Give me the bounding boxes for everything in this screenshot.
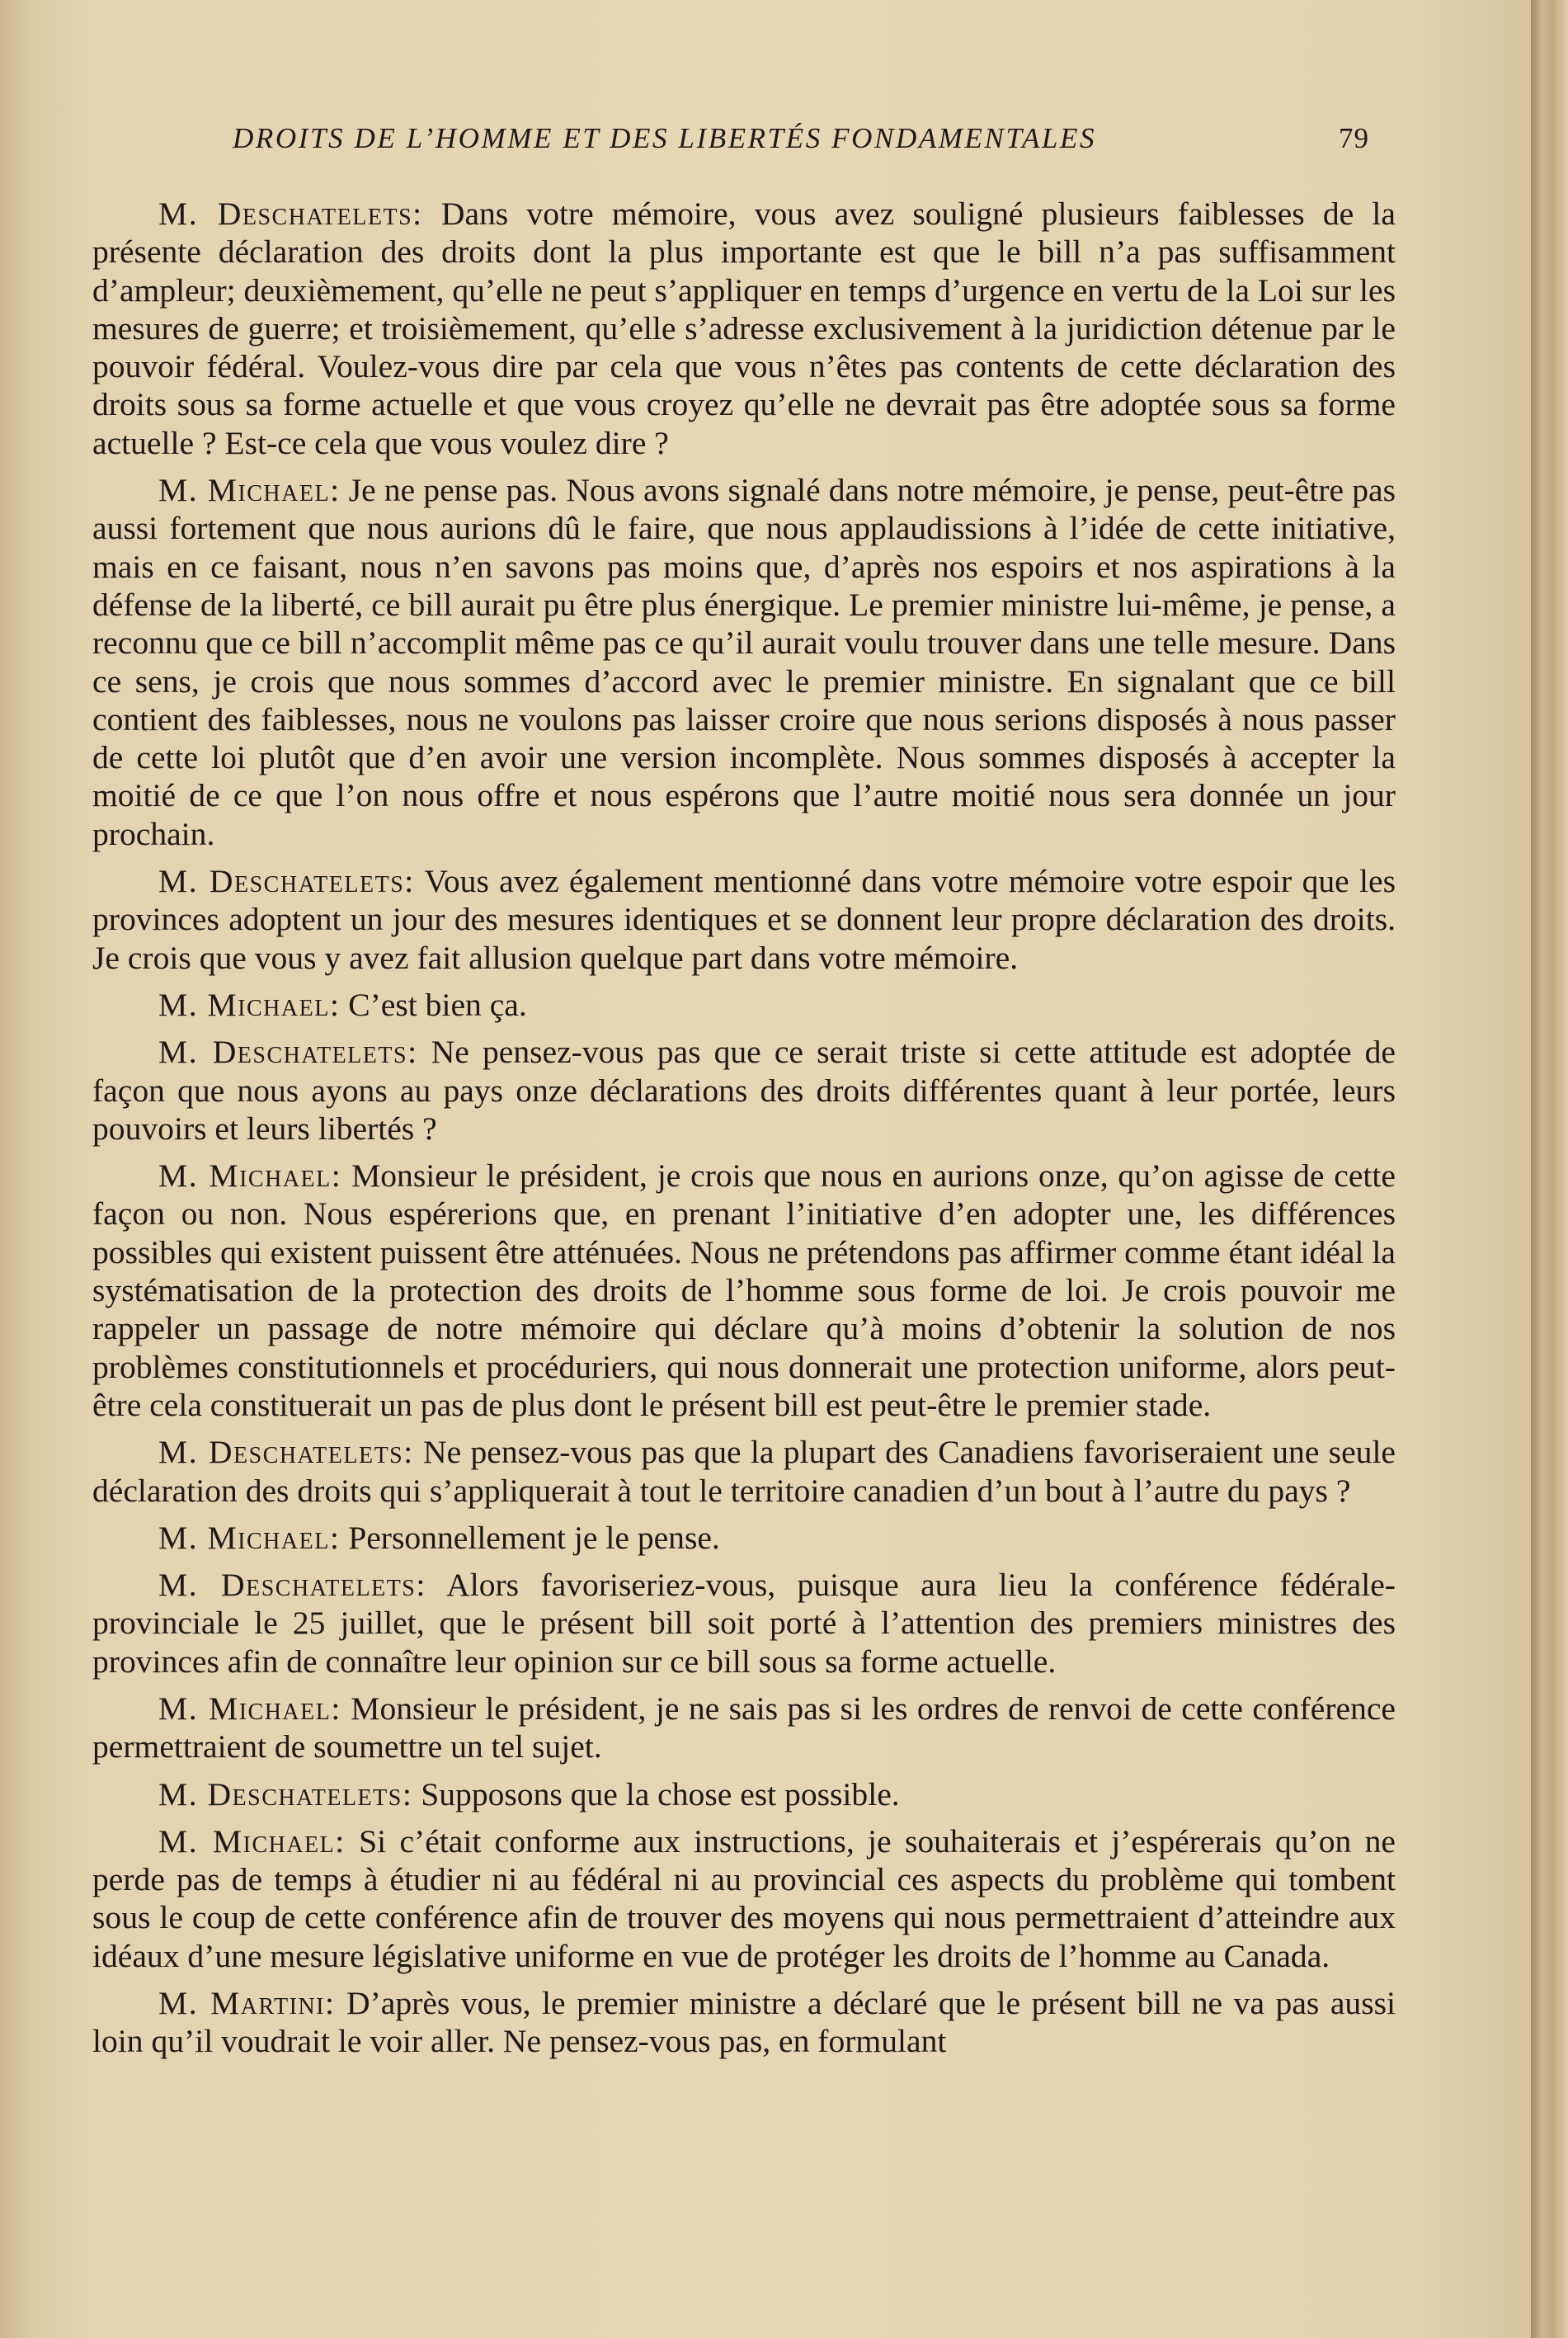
paragraph-text: Dans votre mémoire, vous avez souligné plusieurs faiblesses de la présente déclaration des droits dont la plus importante est que le bill n’a pas suffisamment d’ampleur; deuxièmement, qu’elle ne peut s’appliquer en temps d’urgence en vertu de la Loi sur les mesures de guerre; et troisièmement, qu’elle s’adresse exclusivement à la juridiction détenue par le pouvoir fédéral. Voulez-vous dire par cela que vous n’êtes pas contents de cette déclaration des droits sous sa forme actuelle et que vous croyez qu’elle ne devrait pas être adoptée sous sa forme actuelle ? Est-ce cela que vous voulez dire ? (92, 196, 1396, 461)
speaker-name: M. Michael: (158, 1822, 346, 1860)
paragraph (92, 471, 1396, 853)
paragraph (92, 1984, 1396, 2061)
speaker-name: M. Martini: (158, 1985, 336, 2022)
paragraph (92, 1157, 1396, 1424)
paragraph-text: D’après vous, le premier ministre a déclaré que le présent bill ne va pas aussi loin qu’il voudrait le voir aller. Ne pensez-vous pas, en formulant (92, 1985, 1396, 2060)
speaker-name: M. Deschatelets: (158, 863, 415, 900)
paragraph-text: Ne pensez-vous pas que la plupart des Canadiens favoriseraient une seule déclaration des droits qui s’appliquerait à tout le territoire canadien d’un bout à l’autre du pays ? (92, 1434, 1396, 1509)
speaker-name: M. Deschatelets: (158, 1775, 413, 1812)
speaker-name: M. Michael: (158, 1690, 341, 1727)
speaker-name: M. Deschatelets: (158, 1567, 426, 1604)
page-edge (1531, 0, 1568, 2338)
speaker-name: M. Deschatelets: (158, 1434, 414, 1471)
paragraph (92, 862, 1396, 977)
speaker-name: M. Deschatelets: (158, 196, 423, 232)
paragraph (92, 986, 1396, 1024)
paragraph (92, 1519, 1396, 1557)
paragraph (92, 1775, 1396, 1813)
paragraph (92, 1566, 1396, 1680)
paragraph (92, 195, 1396, 462)
paragraph-text: Si c’était conforme aux instructions, je souhaiterais et j’espérerais qu’on ne perde pas de temps à étudier ni au fédéral ni au provincial ces aspects du problème qui tombent sous le coup de cette conférence afin de trouver des moyens qui nous permettraient d’atteindre aux idéaux d’une mesure législative uniforme en vue de protéger les droits de l’homme au Canada. (92, 1822, 1396, 1974)
paragraph-text: Monsieur le président, je ne sais pas si les ordres de renvoi de cette conférence permettraient de soumettre un tel sujet. (92, 1690, 1396, 1765)
paragraph-text: Vous avez également mentionné dans votre mémoire votre espoir que les provinces adoptent un jour des mesures identiques et se donnent leur propre déclaration des droits. Je crois que vous y avez fait allusion quelque part dans votre mémoire. (92, 863, 1396, 976)
paragraph (92, 1822, 1396, 1975)
paragraph-text: Alors favoriseriez-vous, puisque aura lieu la conférence fédérale-provinciale le 25 juillet, que le présent bill soit porté à l’attention des premiers ministres des provinces afin de connaître leur opinion sur ce bill sous sa forme actuelle. (92, 1567, 1396, 1680)
paragraph-text: Je ne pense pas. Nous avons signalé dans notre mémoire, je pense, peut-être pas aussi fortement que nous aurions dû le faire, que nous applaudissions à l’idée de cette initiative, mais en ce faisant, nous n’en savons pas moins que, d’après nos espoirs et nos aspirations à la défense de la liberté, ce bill aurait pu être plus énergique. Le premier ministre lui-même, je pense, a reconnu que ce bill n’accomplit même pas ce qu’il aurait voulu trouver dans une telle mesure. Dans ce sens, je crois que nous sommes d’accord avec le premier ministre. En signalant que ce bill contient des faiblesses, nous ne voulons pas laisser croire que nous serions disposés à nous passer de cette loi plutôt que d’en avoir une version incomplète. Nous sommes disposés à accepter la moitié de ce que l’on nous offre et nous espérons que l’autre moitié nous sera donnée un jour prochain. (92, 472, 1396, 852)
paragraph-text: Monsieur le président, je crois que nous en aurions onze, qu’on agisse de cette façon ou non. Nous espérerions que, en prenant l’initiative d’en adopter une, les différences possibles qui existent puissent être atténuées. Nous ne prétendons pas affirmer comme étant idéal la systématisation de la protection des droits de l’homme sous forme de loi. Je crois pouvoir me rappeler un passage de notre mémoire qui déclare qu’à moins d’obtenir la solution de nos problèmes constitutionnels et procéduriers, qui nous donnerait une protection uniforme, alors peut-être cela constituerait un pas de plus dont le présent bill est peut-être le premier stade. (92, 1157, 1396, 1423)
body-text (92, 195, 1396, 2070)
page-header (233, 122, 1404, 168)
paragraph (92, 1033, 1396, 1148)
paragraph (92, 1433, 1396, 1510)
paragraph-text: C’est bien ça. (340, 986, 527, 1023)
running-title: DROITS DE L’HOMME ET DES LIBERTÉS FONDAMENTALES (233, 122, 1097, 154)
speaker-name: M. Deschatelets: (158, 1034, 418, 1071)
speaker-name: M. Michael: (158, 472, 341, 509)
paragraph-text: Supposons que la chose est possible. (412, 1775, 900, 1812)
paragraph-text: Personnellement je le pense. (340, 1519, 720, 1556)
speaker-name: M. Michael: (158, 1519, 341, 1556)
speaker-name: M. Michael: (158, 1157, 342, 1195)
paragraph-text: Ne pensez-vous pas que ce serait triste si cette attitude est adoptée de façon que nous ayons au pays onze déclarations des droits différentes quant à leur portée, leurs pouvoirs et leurs libertés ? (92, 1034, 1396, 1147)
paragraph (92, 1690, 1396, 1766)
speaker-name: M. Michael: (158, 986, 341, 1023)
page-number: 79 (1339, 122, 1369, 154)
